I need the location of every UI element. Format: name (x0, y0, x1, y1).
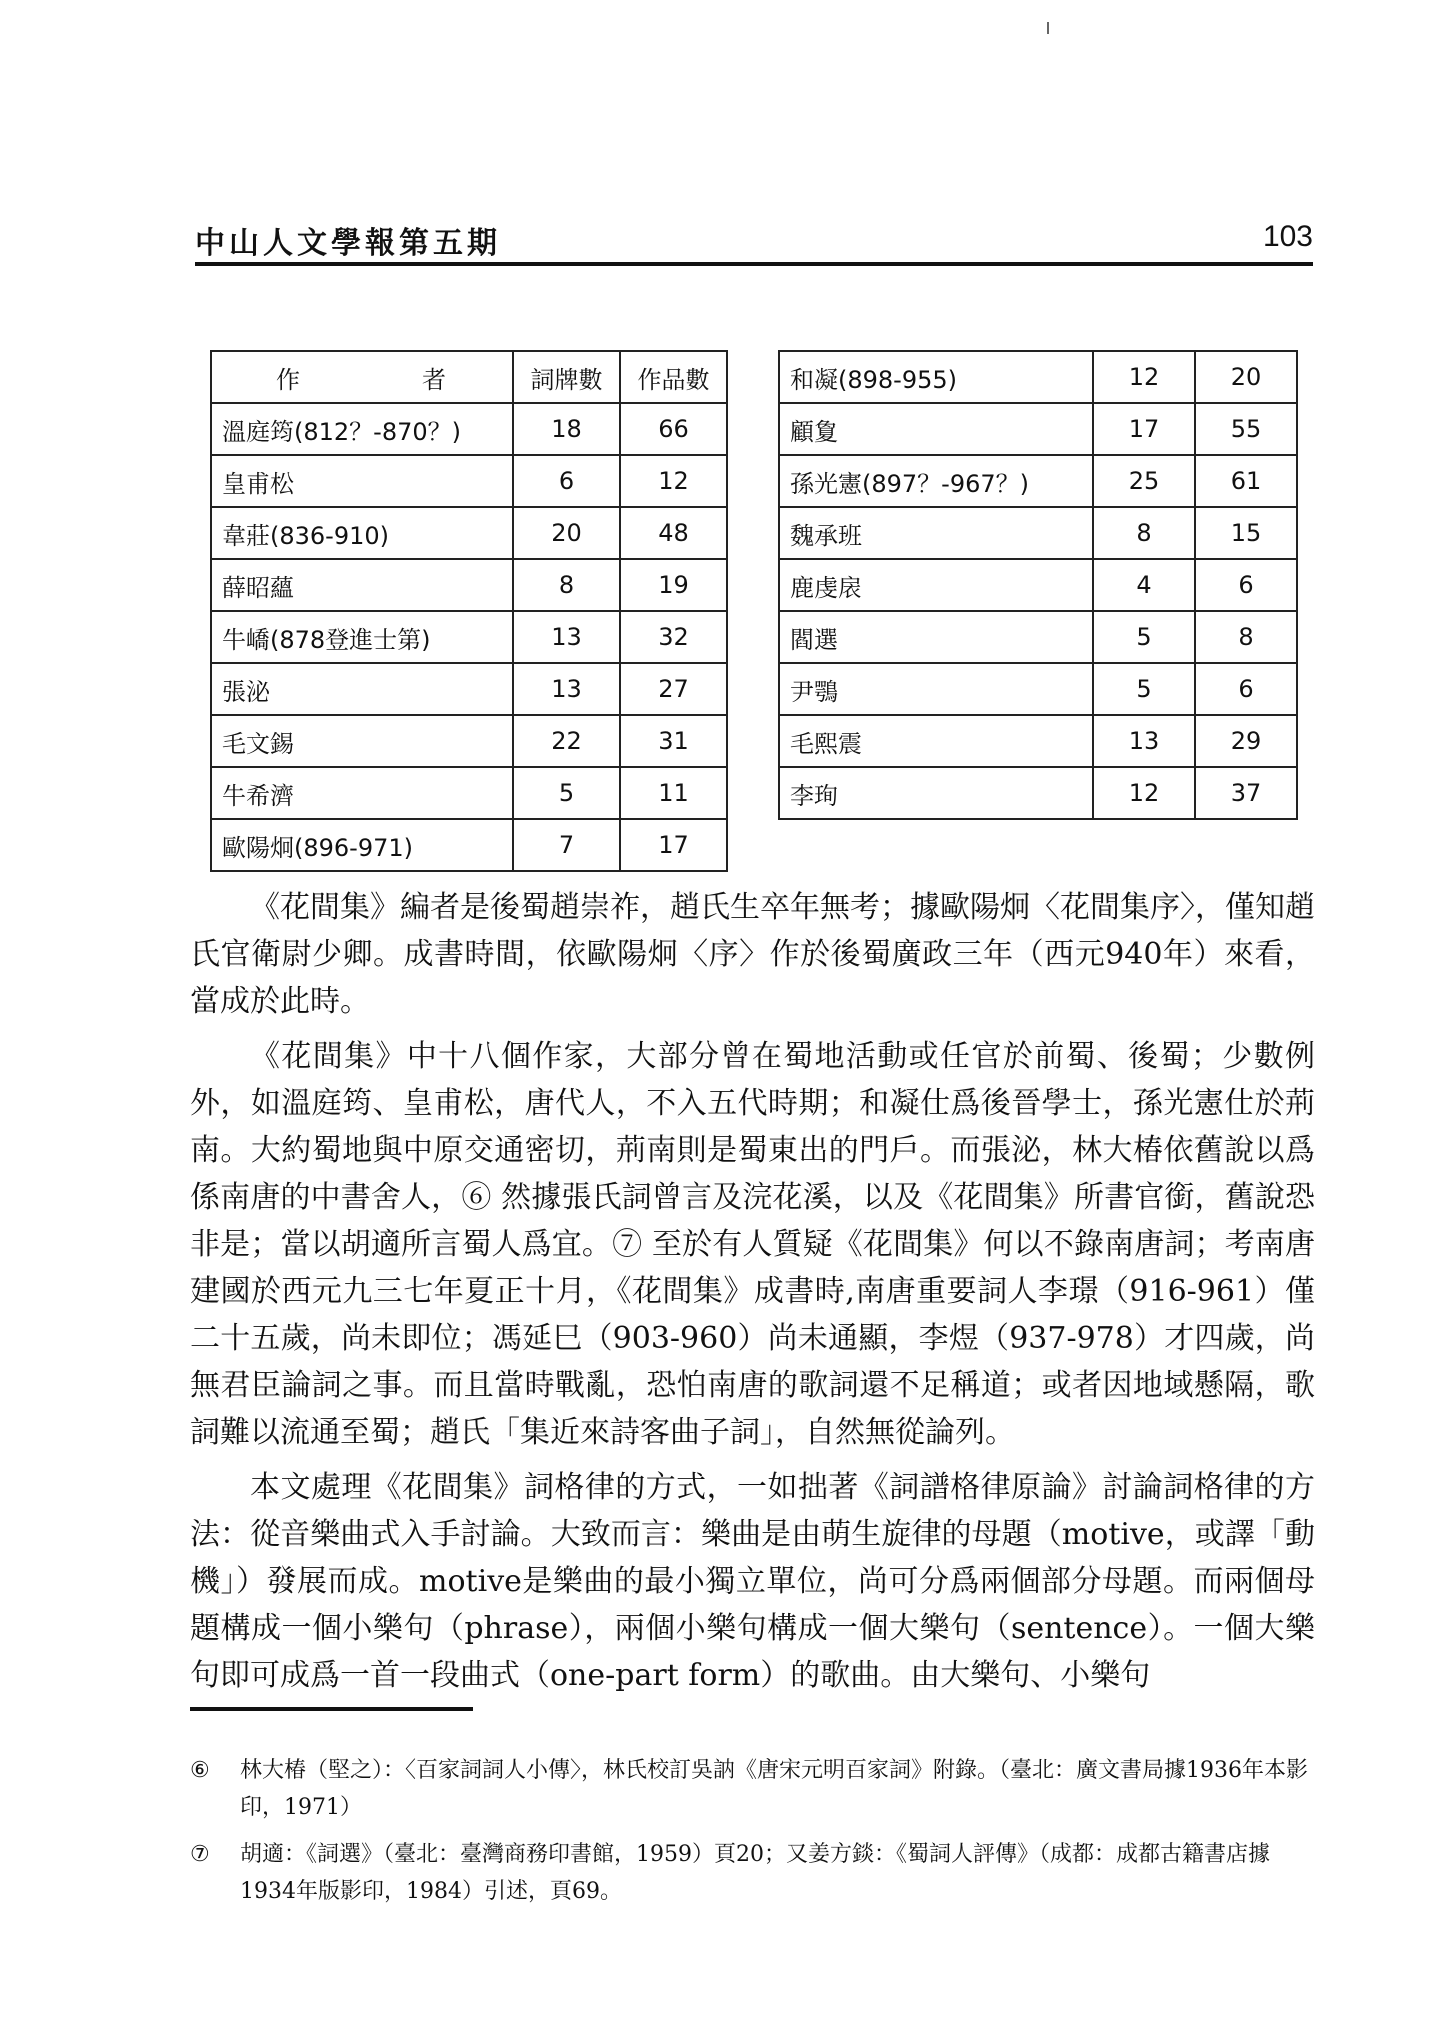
paragraph: 本文處理《花間集》詞格律的方式，一如拙著《詞譜格律原論》討論詞格律的方法：從音樂曲式入手討論。大致而言：樂曲是由萌生旋律的母題（motive，或譯「動機」）發展而成。motive是樂曲的最小獨立單位，尚可分爲兩個部分母題。而兩個母題構成一個小樂句（phrase），兩個小樂句構成一個大樂句（sentence）。一個大樂句即可成爲一首一段曲式（one-part form）的歌曲。由大樂句、小樂句 (190, 1470, 1315, 1693)
paragraph: 《花間集》中十八個作家，大部分曾在蜀地活動或任官於前蜀、後蜀；少數例外，如溫庭筠、皇甫松，唐代人，不入五代時期；和凝仕爲後晉學士，孫光憲仕於荊南。大約蜀地與中原交通密切，荊南則是蜀東出的門戶。而張泌，林大椿依舊說以爲係南唐的中書舍人，⑥ 然據張氏詞曾言及浣花溪，以及《花間集》所書官銜，舊說恐非是；當以胡適所言蜀人爲宜。⑦ 至於有人質疑《花間集》何以不錄南唐詞；考南唐建國於西元九三七年夏正十月，《花間集》成書時,南唐重要詞人李璟（916-961）僅二十五歲，尚未即位；馮延巳（903-960）尚未通顯，李煜（937-978）才四歲，尚無君臣論詞之事。而且當時戰亂，恐怕南唐的歌詞還不足稱道；或者因地域懸隔，歌詞難以流通至蜀；趙氏「集近來詩客曲子詞」，自然無從論列。 (190, 1039, 1315, 1450)
work-count-cell: 17 (620, 819, 727, 871)
body-text (190, 884, 1315, 1707)
table-row (211, 767, 727, 819)
table-row (779, 559, 1297, 611)
table-row (211, 507, 727, 559)
tune-count-cell: 4 (1093, 559, 1195, 611)
author-cell: 皇甫松 (211, 455, 513, 507)
author-cell: 薛昭蘊 (211, 559, 513, 611)
table-row (211, 663, 727, 715)
table-row (211, 715, 727, 767)
author-cell: 鹿虔扆 (779, 559, 1093, 611)
footnote (190, 1752, 1315, 1826)
tune-count-cell: 12 (1093, 767, 1195, 819)
author-cell: 孫光憲(897？-967？) (779, 455, 1093, 507)
work-count-cell: 20 (1195, 351, 1297, 403)
tune-count-cell: 20 (513, 507, 620, 559)
work-count-cell: 8 (1195, 611, 1297, 663)
work-count-cell: 32 (620, 611, 727, 663)
table-row (779, 663, 1297, 715)
footnote-text: 林大椿（堅之）：〈百家詞詞人小傳〉，林氏校訂吳訥《唐宋元明百家詞》附錄。（臺北：廣文書局據1936年本影印，1971） (240, 1758, 1308, 1820)
tune-count-cell: 5 (1093, 663, 1195, 715)
author-cell: 和凝(898-955) (779, 351, 1093, 403)
table-header-row (211, 351, 727, 403)
tune-count-cell: 6 (513, 455, 620, 507)
author-cell: 閻選 (779, 611, 1093, 663)
table-row (779, 403, 1297, 455)
work-count-cell: 19 (620, 559, 727, 611)
tune-count-cell: 25 (1093, 455, 1195, 507)
tune-count-cell: 22 (513, 715, 620, 767)
work-count-header: 作品數 (620, 351, 727, 403)
tune-count-cell: 5 (513, 767, 620, 819)
tune-count-cell: 8 (513, 559, 620, 611)
author-cell: 韋莊(836-910) (211, 507, 513, 559)
author-column-header: 作 者 (211, 351, 513, 403)
work-count-cell: 15 (1195, 507, 1297, 559)
tune-count-cell: 13 (513, 611, 620, 663)
paragraph: 《花間集》編者是後蜀趙崇祚，趙氏生卒年無考；據歐陽炯〈花間集序〉，僅知趙氏官衛尉少卿。成書時間，依歐陽炯〈序〉作於後蜀廣政三年（西元940年）來看，當成於此時。 (190, 890, 1315, 1019)
table-row (211, 611, 727, 663)
author-cell: 牛希濟 (211, 767, 513, 819)
work-count-cell: 66 (620, 403, 727, 455)
work-count-cell: 29 (1195, 715, 1297, 767)
tune-count-header: 詞牌數 (513, 351, 620, 403)
footnotes (190, 1752, 1315, 1920)
table-row (779, 715, 1297, 767)
footnote-mark: ⑥ (190, 1758, 210, 1783)
page-header (195, 208, 1313, 268)
table-row (779, 455, 1297, 507)
author-cell: 歐陽炯(896-971) (211, 819, 513, 871)
work-count-cell: 37 (1195, 767, 1297, 819)
work-count-cell: 12 (620, 455, 727, 507)
tune-count-cell: 17 (1093, 403, 1195, 455)
work-count-cell: 6 (1195, 663, 1297, 715)
footnote-text: 胡適：《詞選》（臺北：臺灣商務印書館，1959）頁20；又姜方錟：《蜀詞人評傳》（成都：成都古籍書店據1934年版影印，1984）引述，頁69。 (240, 1842, 1270, 1904)
footnote-mark: ⑦ (190, 1842, 210, 1867)
work-count-cell: 48 (620, 507, 727, 559)
tune-count-cell: 8 (1093, 507, 1195, 559)
author-cell: 毛熙震 (779, 715, 1093, 767)
table-row (211, 403, 727, 455)
tune-count-cell: 13 (513, 663, 620, 715)
author-table-left (210, 350, 728, 872)
tune-count-cell: 18 (513, 403, 620, 455)
work-count-cell: 31 (620, 715, 727, 767)
tune-count-cell: 7 (513, 819, 620, 871)
scan-mark (1047, 22, 1049, 34)
author-cell: 魏承班 (779, 507, 1093, 559)
table-row (211, 559, 727, 611)
journal-title: 中山人文學報第五期 (195, 226, 501, 261)
tune-count-cell: 12 (1093, 351, 1195, 403)
work-count-cell: 27 (620, 663, 727, 715)
table-row (779, 351, 1297, 403)
author-cell: 牛嶠(878登進士第) (211, 611, 513, 663)
author-table-right (778, 350, 1298, 820)
tune-count-cell: 13 (1093, 715, 1195, 767)
table-row (211, 455, 727, 507)
work-count-cell: 55 (1195, 403, 1297, 455)
author-cell: 張泌 (211, 663, 513, 715)
author-cell: 李珣 (779, 767, 1093, 819)
footnote (190, 1836, 1315, 1910)
header-rule (195, 262, 1313, 266)
author-cell: 毛文錫 (211, 715, 513, 767)
work-count-cell: 6 (1195, 559, 1297, 611)
author-cell: 顧夐 (779, 403, 1093, 455)
author-cell: 溫庭筠(812？-870？) (211, 403, 513, 455)
work-count-cell: 11 (620, 767, 727, 819)
footnote-rule (190, 1707, 473, 1711)
table-row (779, 767, 1297, 819)
table-row (779, 507, 1297, 559)
page-number: 103 (1262, 220, 1313, 253)
tune-count-cell: 5 (1093, 611, 1195, 663)
work-count-cell: 61 (1195, 455, 1297, 507)
table-row (211, 819, 727, 871)
table-row (779, 611, 1297, 663)
author-cell: 尹鶚 (779, 663, 1093, 715)
